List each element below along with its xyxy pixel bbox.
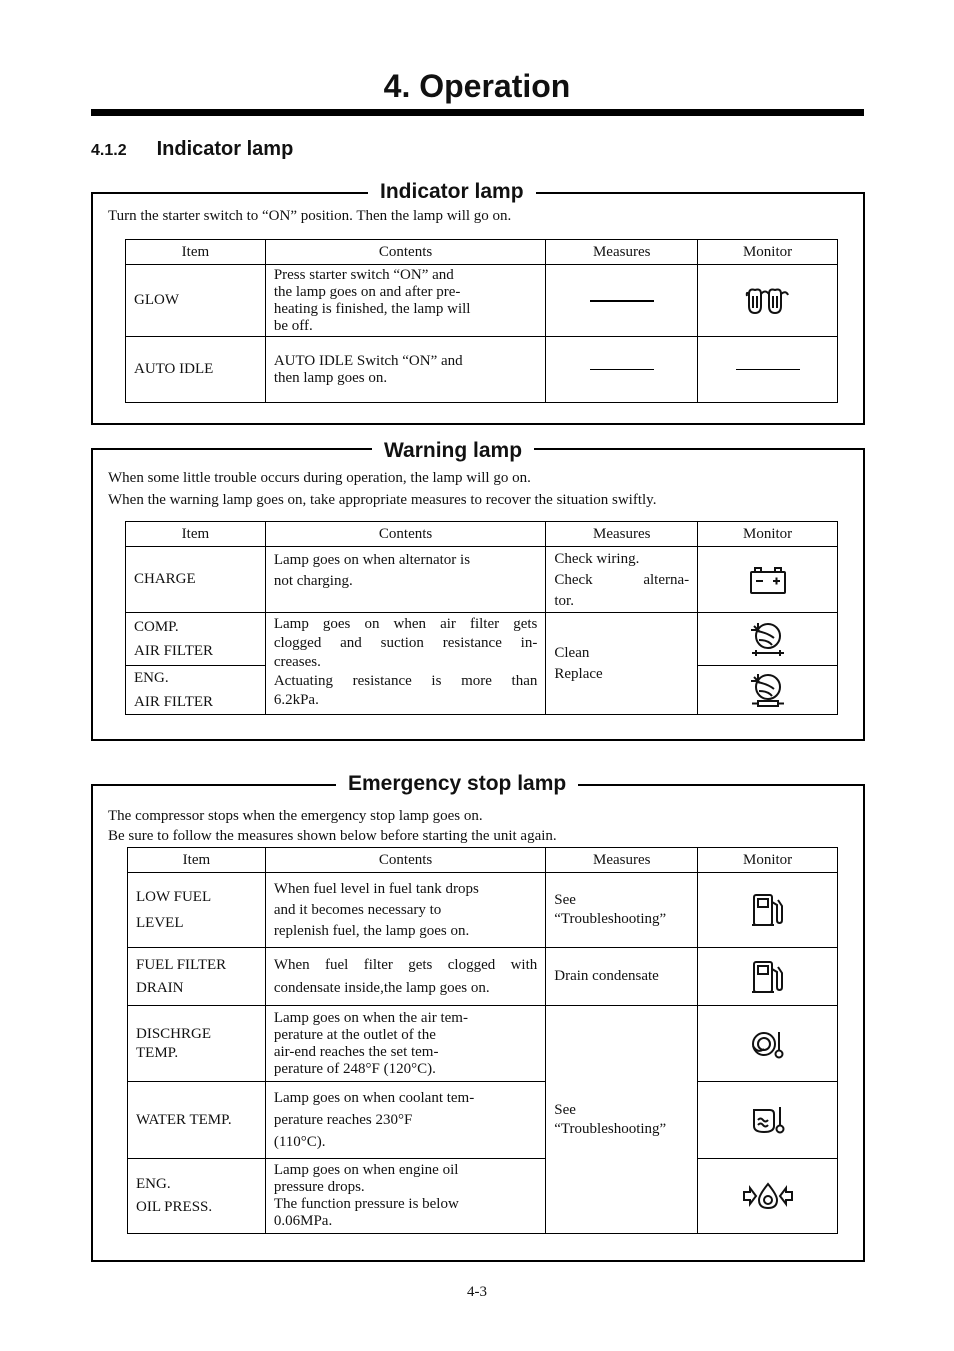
eng-air-filter-icon — [748, 671, 788, 709]
glow-plug-icon — [745, 286, 791, 316]
contents-cell: Lamp goes on when the air tem- perature at the outlet of the air-end reaches the set tem- perature of 248°F (120°C). — [265, 1006, 545, 1082]
header-contents: Contents — [265, 240, 545, 265]
header-monitor: Monitor — [698, 522, 838, 547]
header-measures: Measures — [546, 522, 698, 547]
monitor-cell — [698, 265, 838, 337]
header-item: Item — [126, 240, 266, 265]
oil-pressure-icon — [742, 1181, 794, 1211]
item-cell: COMP. AIR FILTER — [126, 613, 266, 666]
monitor-cell — [698, 337, 838, 403]
contents-cell: Lamp goes on when alternator is not charging. — [265, 547, 546, 613]
measures-cell: Drain condensate — [546, 948, 698, 1006]
measures-cell: Check wiring. Check alterna- tor. — [546, 547, 698, 613]
header-measures: Measures — [546, 240, 698, 265]
warning-intro: When some little trouble occurs during operation, the lamp will go on. When the warning lamp goes on, take appropriate measures to recover the situation swiftly. — [108, 470, 657, 508]
dash — [590, 300, 654, 302]
emergency-table — [127, 847, 838, 1234]
warning-table — [125, 521, 838, 715]
contents-cell: Lamp goes on when coolant tem- perature reaches 230°F (110°C). — [265, 1082, 545, 1159]
item-cell: ENG. OIL PRESS. — [128, 1159, 266, 1234]
header-item: Item — [128, 848, 266, 873]
monitor-cell — [698, 613, 838, 666]
header-monitor: Monitor — [698, 240, 838, 265]
table-row — [128, 1159, 838, 1234]
table-row — [128, 873, 838, 948]
contents-cell: Press starter switch “ON” and the lamp goes on and after pre- heating is finished, the lamp will be off. — [265, 265, 545, 337]
measures-cell: See “Troubleshooting” — [546, 1006, 698, 1234]
emergency-intro: The compressor stops when the emergency stop lamp goes on. Be sure to follow the measures shown below before starting the unit again. — [108, 808, 557, 844]
monitor-cell — [698, 1082, 838, 1159]
item-cell: WATER TEMP. — [128, 1082, 266, 1159]
header-item: Item — [126, 522, 266, 547]
table-row — [126, 547, 838, 613]
header-measures: Measures — [546, 848, 698, 873]
water-temp-icon — [749, 1104, 787, 1136]
contents-cell: AUTO IDLE Switch “ON” and then lamp goes on. — [265, 337, 545, 403]
contents-cell: Lamp goes on when air filter gets clogged and suction resistance in- creases. Actuating resistance is more than 6.2kPa. — [265, 613, 546, 715]
table-row — [128, 948, 838, 1006]
indicator-lamp-title: Indicator lamp — [368, 179, 536, 205]
contents-cell: When fuel level in fuel tank drops and it becomes necessary to replenish fuel, the lamp goes on. — [265, 873, 545, 948]
monitor-cell — [698, 666, 838, 715]
item-cell: DISCHRGE TEMP. — [128, 1006, 266, 1082]
table-header-row — [126, 240, 838, 265]
item-cell: LOW FUEL LEVEL — [128, 873, 266, 948]
table-row — [128, 1082, 838, 1159]
header-contents: Contents — [265, 848, 545, 873]
comp-air-filter-icon — [748, 620, 788, 658]
monitor-cell — [698, 1006, 838, 1082]
title-rule — [91, 109, 864, 116]
emergency-stop-title: Emergency stop lamp — [336, 771, 578, 797]
item-cell: ENG. AIR FILTER — [126, 666, 266, 715]
page-title: 4. Operation — [383, 68, 571, 104]
table-row — [126, 337, 838, 403]
section-number: 4.1.2 — [91, 142, 127, 159]
monitor-cell — [698, 873, 838, 948]
measures-cell — [546, 265, 698, 337]
header-monitor: Monitor — [698, 848, 838, 873]
battery-icon — [749, 565, 787, 595]
item-cell: GLOW — [126, 265, 266, 337]
dash — [736, 369, 800, 370]
indicator-intro: Turn the starter switch to “ON” position. Then the lamp will go on. — [108, 208, 512, 224]
monitor-cell — [698, 1159, 838, 1234]
table-row — [126, 613, 838, 666]
measures-cell: See “Troubleshooting” — [546, 873, 698, 948]
discharge-temp-icon — [750, 1028, 786, 1060]
fuel-pump-icon — [751, 959, 785, 995]
measures-cell: Clean Replace — [546, 613, 698, 715]
contents-cell: When fuel filter gets clogged with condensate inside,the lamp goes on. — [265, 948, 545, 1006]
contents-cell: Lamp goes on when engine oil pressure drops. The function pressure is below 0.06MPa. — [265, 1159, 545, 1234]
table-header-row — [126, 522, 838, 547]
fuel-pump-icon — [751, 892, 785, 928]
dash — [590, 369, 654, 370]
item-cell: CHARGE — [126, 547, 266, 613]
section-title: Indicator lamp — [156, 138, 294, 160]
indicator-table — [125, 239, 838, 403]
section-heading — [91, 138, 293, 161]
monitor-cell — [698, 948, 838, 1006]
page-number: 4-3 — [467, 1284, 487, 1300]
table-row — [126, 265, 838, 337]
item-cell: AUTO IDLE — [126, 337, 266, 403]
table-row — [128, 1006, 838, 1082]
monitor-cell — [698, 547, 838, 613]
measures-cell — [546, 337, 698, 403]
warning-lamp-title: Warning lamp — [372, 438, 534, 464]
item-cell: FUEL FILTER DRAIN — [128, 948, 266, 1006]
table-header-row — [128, 848, 838, 873]
header-contents: Contents — [265, 522, 546, 547]
